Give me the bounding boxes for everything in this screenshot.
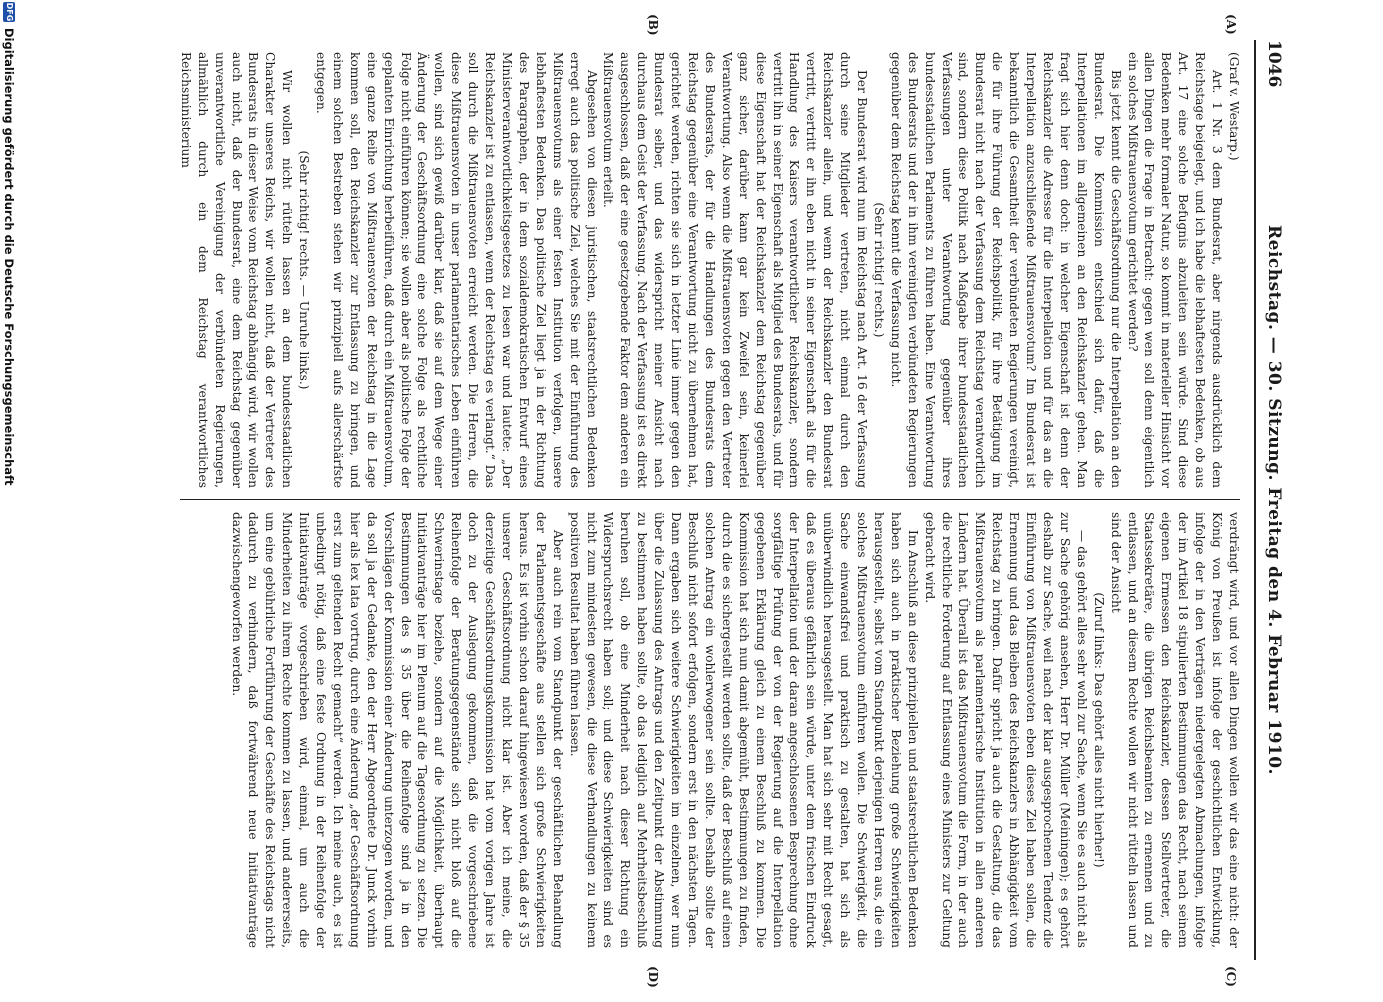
page-header [1254, 40, 1286, 960]
paragraph: Abgesehen von diesen juristischen, staatsrechtlichen Bedenken erregt auch das politische Ziel, welches Sie mit der Einführung des Mißtrauensvotums als einer festen Institution verfolgen, unsere lebhaftesten Bedenken. Das politische Ziel liegt ja in der Richtung des Paragraphen, der in dem sozialdemokratischen Entwurf eines Ministerverantwortlichkeitsgesetzes zu lesen war und lautete: „Der Reichskanzler ist zu entlassen, wenn der Reichstag es verlangt.“ Das soll durch die Mißtrauensvoten erreicht werden. Die Herren, die diese Mißtrauensvoten in unser parlamentarisches Leben einführen wollen, sind sich gewiß darüber klar, daß sie auf dem Wege einer Änderung der Geschäftsordnung eine solche Folge als rechtliche Folge nicht einführen können; sie wollen aber als politische Folge der geplanten Einrichtung herbeiführen, daß durch ein Mißtrauensvotum, eine ganze Reihe von Mißtrauensvoten der Reichstag in die Lage kommen soll, den Reichskanzler zur Entlassung zu bringen, und einem solchen Bestreben stehen wir prinzipiell aufs allerschärfste entgegen. [314, 52, 599, 488]
speaker-name: (Graf v. Westarp.) [1227, 52, 1241, 161]
left-text-column [102, 52, 1242, 488]
paragraph: Der Bundesrat wird nun im Reichstag nach Art. 16 der Verfassung durch seine Mitglieder vertreten, nicht einmal durch den Reichskanzler allein, und wenn der Reichskanzler den Bundesrat vertritt, vertritt er ihn eben nicht in seiner Eigenschaft als für die Handlung des Kaisers verantwortlicher Reichskanzler, sondern vertritt ihn in seiner Eigenschaft als Mitglied des Bundesrats, und für diese Eigenschaft hat der Reichskanzler dem Reichstag gegenüber ganz sicher, darüber kann gar kein Zweifel sein, keinerlei Verantwortung. Also wenn die Mißtrauensvoten gegen den Vertreter des Bundesrats, der für die Handlungen des Bundesrats dem Reichstag gegenüber eine Verantwortung nicht zu übernehmen hat, gerichtet werden, richten sie sich in letzter Linie immer gegen den Bundesrat selber, und das widerspricht meiner Ansicht nach durchaus dem Geist der Verfassung. Nach der Verfassung ist es direkt ausgeschlossen, daß der eine gesetzgebende Faktor dem anderen ein Mißtrauensvotum erteilt. [601, 52, 870, 488]
paragraph: Im Anschluß an diese prinzipiellen und staatsrechtlichen Bedenken haben sich auch in praktischer Beziehung große Schwierigkeiten herausgestellt, selbst vom Standpunkt derjenigen Herren aus, die ein solches Mißtrauensvotum einführen wollen. Die Schwierigkeit, die Sache einwandsfrei und praktisch zu gestalten, hat sich als unüberwindlich herausgestellt. Man hat sich sehr mit Recht gesagt, daß es überaus gefährlich sein würde, unter dem frischen Eindruck der Interpellation und der daran angeschlossenen Besprechung ohne sorgfältige Prüfung der von der Regierung auf die Interpellation gegebenen Erklärung gleich zu einem Beschluß zu kommen. Die Kommission hat sich nun damit abgemüht, Bestimmungen zu finden, durch die es sichergestellt werden sollte, daß der Beschluß auf einen solchen Antrag ein wohlerwogener sein sollte. Deshalb sollte der Beschluß nicht sofort erfolgen, sondern erst in den nächsten Tagen. Dann ergaben sich weitere Schwierigkeiten im einzelnen, wer nun über die Zulassung des Antrags und den Zeitpunkt der Abstimmung zu bestimmen haben sollte, ob das lediglich auf Mehrheitsbeschluß beruhen soll, ob eine Minderheit nach dieser Richtung ein Widerspruchsrecht haben soll; und diese Schwierigkeiten sind es nicht zum mindesten gewesen, die diese Verhandlungen zu keinem positiven Resultat haben führen lassen. [567, 512, 920, 948]
page-number: 1046 [1264, 40, 1284, 88]
paragraph: — das gehört alles sehr wohl zur Sache, wenn Sie es auch nicht als zur Sache gehörig ansehen, Herr Dr. Müller (Meiningen); es gehört deshalb zur Sache, weil nach der klar ausgesprochenen Tendenz die Einführung von Mißtrauensvoten eben dieses Ziel haben sollen, die Ernennung und das Bleiben des Reichskanzlers in Abhängigkeit vom Reichstag zu bringen. Dafür spricht ja auch die Gestaltung, die das Mißtrauensvotum als parlamentarische Institution in allen anderen Ländern hat. Überall ist das Mißtrauensvotum die Form, in der auch die rechtliche Forderung auf Entlassung eines Ministers zur Geltung gebracht wird. [922, 512, 1089, 948]
interjection-note: (Zuruf links: Das gehört alles nicht hierher!) [1091, 592, 1106, 868]
right-text-column [102, 512, 1242, 948]
applause-note: (Sehr richtig! rechts.) [871, 202, 886, 338]
margin-marker-d: (D) [646, 966, 660, 988]
paragraph: Aber auch rein vom Standpunkt der geschäftlichen Behandlung der Parlamentsgeschäfte aus stellen sich große Schwierigkeiten heraus. Es ist vorhin schon darauf hingewiesen worden, daß der § 35 unserer Geschäftsordnung nicht klar ist. Aber ich meine, die derzeitige Geschäftsordnungskommission hat vom vorigen Jahre ist doch zu der Auslegung gekommen, daß die vorgeschriebene Reihenfolge der Beratungsgegenstände sich nicht bloß auf die Schwerinstage beziehe, sondern auf die Möglichkeit, überhaupt Initiativanträge hier im Plenum auf die Tagesordnung zu setzen. Die Bestimmungen des § 35 über die Reihenfolge sind ja in den Vorschlägen der Kommission einer Änderung unterzogen worden, und da soll ja der Gedanke, den der Herr Abgeordnete Dr. Junck vorhin hier als lex lata vortrug, durch eine Änderung „der Geschäftsordnung erst zum geltenden Recht gemacht“ werden. Ich meine auch, es ist unbedingt nötig, daß eine feste Ordnung in der Reihenfolge der Initiativanträge vorgeschrieben wird, einmal, um auch die Minderheiten zu ihrem Rechte kommen zu lassen, und andererseits, um eine gebührliche Fortführung der Geschäfte des Reichstags nicht dadurch zu verhindern, daß fortwährend neue Initiativanträge dazwischengeworfen werden. [229, 512, 565, 948]
column-divider [180, 499, 1240, 500]
dfg-logo: DFG [5, 2, 14, 22]
credit-text: Digitalisierung gefördert durch die Deutsche Forschungsgemeinschaft [2, 28, 16, 486]
paragraph: Wir wollen nicht rütteln lassen an dem bundesstaatlichen Charakter unseres Reichs, wir wollen nicht, daß der Vertreter des Bundesrats in dieser Weise vom Reichstag abhängig wird, wir wollen auch nicht, daß der Bundesrat, eine dem Reichstag gegenüber unverantwortliche Vereinigung der verbündeten Regierungen, allmählich durch ein dem Reichstag verantwortliches Reichsministerium [178, 52, 295, 488]
paragraph: Bis jetzt kennt die Geschäftsordnung nur die Interpellation an den Bundesrat. Die Kommission entschied sich dafür, daß die Interpellationen im allgemeinen an den Reichskanzler gehen. Man fragt sich hier denn doch: in welcher Eigenschaft ist denn der Reichskanzler die Adresse für die Interpellation und für das an die Interpellation anzuschließende Mißtrauensvotum? Im Bundesrat ist bekanntlich die Gesamtheit der verbündeten Regierungen vereinigt, die für ihre Führung der Reichspolitik, für ihre Betätigung im Bundesrat nicht nach der Verfassung dem Reichstag verantwortlich sind, sondern diese Politik nach Maßgabe ihrer bundesstaatlichen Verfassungen unter Verantwortung gegenüber ihres bundesstaatlichen Parlaments zu führen haben. Eine Verantwortung des Bundesrats und der in ihm vereinigten verbündeten Regierungen gegenüber dem Reichstag kennt die Verfassung nicht. [888, 52, 1123, 488]
margin-marker-a: (A) [1224, 14, 1238, 35]
paragraph: Art. 1 Nr. 3 dem Bundesrat, aber nirgends ausdrücklich dem Reichstage beigelegt, und ich habe die lebhaftesten Bedenken, ob aus Art. 17 eine solche Befugnis abzuleiten sein würde. Sind diese Bedenken mehr formaler Natur, so kommt in materieller Hinsicht vor allen Dingen die Frage in Betracht: gegen wen soll denn eigentlich ein solches Mißtrauensvotum gerichtet werden? [1125, 52, 1225, 488]
margin-marker-c: (C) [1224, 966, 1238, 987]
paragraph: verdrängt wird, und vor allen Dingen wollen wir das eine nicht: der König von Preußen ist infolge der geschichtlichen Entwicklung, infolge der in den Verträgen niedergelegten Abmachungen, infolge der im Artikel 18 stipulierten Bestimmungen das Recht, nach seinem eigenen Ermessen den Reichskanzler, dessen Stellvertreter, die Staatssekretäre, die übrigen Reichsbeamten zu ernennen und zu entlassen, und an diesem Rechte wollen wir nicht rütteln lassen und sind der Ansicht [1108, 512, 1241, 948]
digitization-credit [0, 0, 18, 1002]
margin-marker-b: (B) [646, 14, 660, 36]
running-title: Reichstag. — 30. Sitzung. Freitag den 4. Februar 1910. [1264, 225, 1284, 775]
applause-note: (Sehr richtig! rechts. — Unruhe links.) [297, 150, 312, 390]
